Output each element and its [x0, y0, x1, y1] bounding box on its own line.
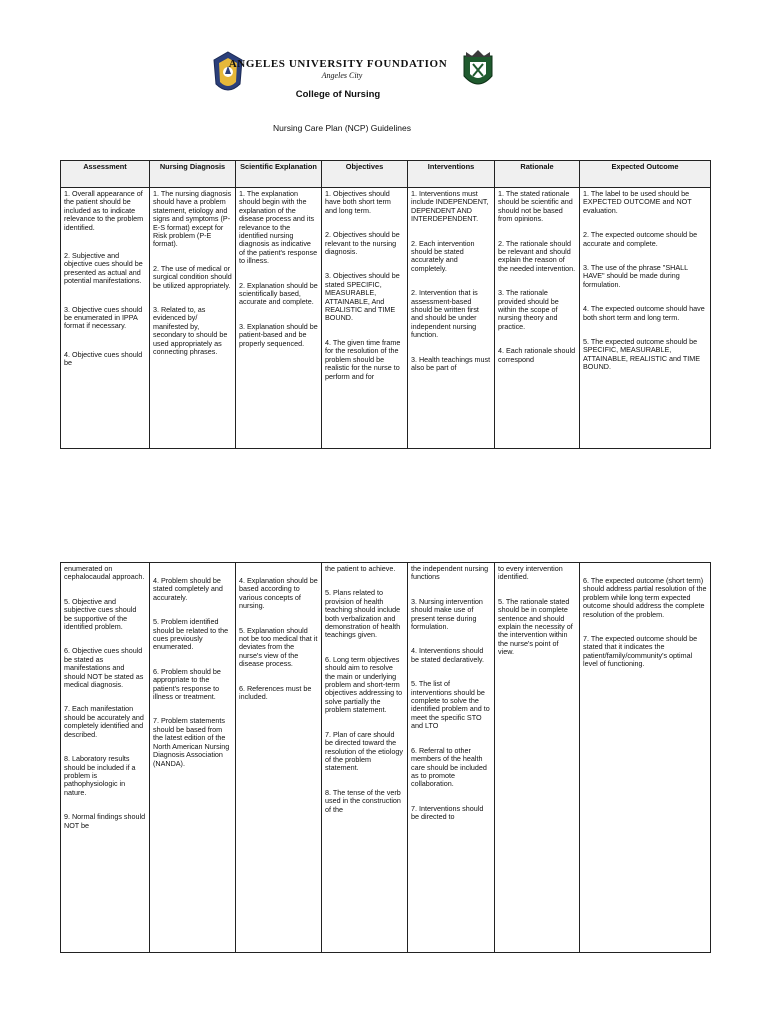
guideline-item: 5. Problem identified should be related to the cues previously enumerated.: [153, 617, 229, 652]
cell-scientific-explanation: [236, 563, 322, 953]
college-name: College of Nursing: [295, 89, 381, 100]
guideline-item: 3. The use of the phrase "SHALL HAVE" should be made during formulation.: [583, 263, 688, 289]
column-header-scientific-explanation: Scientific Explanation: [236, 161, 322, 188]
guideline-item: 2. The use of medical or surgical condition should be utilized appropriately.: [153, 263, 232, 290]
column-header-objectives: Objectives: [322, 161, 408, 188]
guideline-item: 6. Referral to other members of the health care should be included as to promote collaboration.: [411, 745, 487, 789]
guideline-item: 2. Each intervention should be stated accurately and completely.: [411, 238, 475, 273]
guideline-item: to every intervention identified.: [498, 564, 563, 582]
cell-assessment: [61, 563, 150, 953]
guideline-item: 6. The expected outcome (short term) should address partial resolution of the problem while long term expected outcome should address the complete resolution of the problem.: [583, 576, 707, 619]
guideline-item: 1. The stated rationale should be scientific and should not be based from opinions.: [498, 189, 573, 224]
guideline-item: 7. The expected outcome should be stated that it indicates the patient/family/community's optimal level of functioning.: [583, 634, 698, 669]
guideline-item: 1. The label to be used should be EXPECTED OUTCOME and NOT evaluation.: [583, 189, 692, 215]
guideline-item: 2. Intervention that is assessment-based should be written first and should be under independent nursing function.: [411, 288, 479, 340]
table-row: [61, 563, 711, 953]
guideline-item: 6. Long term objectives should aim to resolve the main or underlying problem and short-term objectives addressing to solve partially the problem statement.: [325, 654, 403, 715]
guideline-item: the independent nursing functions: [411, 564, 489, 582]
cell-scientific-explanation: [236, 188, 322, 449]
guideline-item: 9. Normal findings should NOT be: [64, 812, 146, 830]
guideline-item: 5. Plans related to provision of health teaching should include both verbalization and demonstration of health teachings given.: [325, 588, 401, 640]
guideline-item: 4. Explanation should be based according to various concepts of nursing.: [239, 576, 318, 611]
university-city: Angeles City: [321, 71, 363, 80]
guideline-item: 8. Laboratory results should be included if a problem is pathophysiologic in nature.: [64, 754, 136, 797]
guideline-item: enumerated on cephalocaudal approach.: [64, 564, 145, 582]
guideline-item: 2. Explanation should be scientifically based, accurate and complete.: [239, 280, 318, 307]
column-header-rationale: Rationale: [495, 161, 580, 188]
column-header-nursing-diagnosis: Nursing Diagnosis: [150, 161, 236, 188]
guideline-item: 1. The explanation should begin with the explanation of the disease process and its relevance to the identified nursing diagnosis as indicative of the patient's response to illness.: [239, 189, 318, 266]
guideline-item: 3. Objectives should be stated SPECIFIC, MEASURABLE, ATTAINABLE, And REALISTIC and TIME BOUND.: [325, 271, 400, 323]
guideline-item: 3. Nursing intervention should make use of present tense during formulation.: [411, 596, 483, 632]
cell-rationale: [495, 563, 580, 953]
guideline-item: 1. Objectives should have both short term and long term.: [325, 189, 391, 215]
guideline-item: 2. The expected outcome should be accurate and complete.: [583, 230, 698, 248]
guideline-item: 6. Problem should be appropriate to the patient's response to illness or treatment.: [153, 666, 221, 702]
ncp-table-part-1: [60, 160, 711, 449]
guideline-item: 1. The nursing diagnosis should have a problem statement, etiology and signs and symptoms (P-E-S format) except for Risk problem (P-E format).: [153, 189, 232, 249]
guideline-item: 4. Objective cues should be: [64, 349, 143, 368]
guideline-item: 1. Interventions must include INDEPENDENT, DEPENDENT AND INTERDEPENDENT.: [411, 189, 489, 224]
document-title: Nursing Care Plan (NCP) Guidelines: [273, 123, 411, 133]
cell-nursing-diagnosis: [150, 563, 236, 953]
guideline-item: 8. The tense of the verb used in the construction of the: [325, 787, 401, 814]
guideline-item: 2. Subjective and objective cues should be presented as actual and potential manifestations.: [64, 251, 143, 286]
cell-objectives: [322, 188, 408, 449]
guideline-item: 5. The list of interventions should be complete to solve the identified problem and to meet the specific STO and LTO: [411, 679, 490, 731]
guideline-item: 6. Objective cues should be stated as manifestations and should NOT be stated as medical diagnosis.: [64, 646, 144, 690]
guideline-item: 7. Each manifestation should be accurately and completely identified and described.: [64, 704, 144, 739]
university-name: ANGELES UNIVERSITY FOUNDATION: [228, 58, 448, 70]
guideline-item: 5. The rationale stated should be in complete sentence and should explain the necessity of the intervention within the nurse's point of view.: [498, 596, 573, 657]
guideline-item: 2. The rationale should be relevant and should explain the reason of the needed intervention.: [498, 238, 576, 273]
cell-rationale: [495, 188, 580, 449]
guideline-item: the patient to achieve.: [325, 564, 396, 573]
guideline-item: 4. Interventions should be stated declaratively.: [411, 646, 484, 664]
guideline-item: 6. References must be included.: [239, 683, 312, 702]
guideline-item: 4. Each rationale should correspond: [498, 346, 576, 364]
cell-objectives: [322, 563, 408, 953]
guideline-item: 5. The expected outcome should be SPECIFIC, MEASURABLE, ATTAINABLE, REALISTIC and TIME BOUND.: [583, 337, 701, 372]
cell-expected-outcome: [580, 188, 711, 449]
cell-expected-outcome: [580, 563, 711, 953]
column-header-expected-outcome: Expected Outcome: [580, 161, 711, 188]
column-header-assessment: Assessment: [61, 161, 150, 188]
guideline-item: 7. Interventions should be directed to: [411, 803, 484, 822]
cell-interventions: [408, 563, 495, 953]
guideline-item: 2. Objectives should be relevant to the nursing diagnosis.: [325, 230, 400, 257]
guideline-item: 3. Health teachings must also be part of: [411, 354, 491, 373]
ncp-table-part-2: [60, 562, 711, 953]
guideline-item: 4. The expected outcome should have both short term and long term.: [583, 304, 705, 322]
guideline-item: 7. Plan of care should be directed toward the resolution of the etiology of the problem statement.: [325, 729, 403, 773]
guideline-item: 1. Overall appearance of the patient should be included as to indicate relevance to the problem identified.: [64, 189, 144, 232]
table-row: [61, 188, 711, 449]
guideline-item: 3. The rationale provided should be within the scope of nursing theory and practice.: [498, 288, 559, 331]
guideline-item: 3. Explanation should be patient-based and be properly sequenced.: [239, 321, 318, 348]
column-header-interventions: Interventions: [408, 161, 495, 188]
guideline-item: 3. Objective cues should be enumerated in IPPA format if necessary.: [64, 304, 143, 331]
table-header-row: [61, 161, 711, 188]
guideline-item: 4. Problem should be stated completely and accurately.: [153, 576, 223, 602]
cell-assessment: [61, 188, 150, 449]
guideline-item: 5. Explanation should not be too medical that it deviates from the nurse's view of the disease process.: [239, 625, 318, 669]
guideline-item: 5. Objective and subjective cues should be supportive of the identified problem.: [64, 596, 137, 632]
cell-nursing-diagnosis: [150, 188, 236, 449]
guideline-item: 3. Related to, as evidenced by/ manifested by, secondary to should be used appropriately as connecting phrases.: [153, 305, 228, 357]
guideline-item: 7. Problem statements should be based from the latest edition of the North American Nursing Diagnosis Association (NANDA).: [153, 716, 230, 768]
guideline-item: 4. The given time frame for the resolution of the problem should be realistic for the nurse to perform and for: [325, 337, 401, 381]
cell-interventions: [408, 188, 495, 449]
